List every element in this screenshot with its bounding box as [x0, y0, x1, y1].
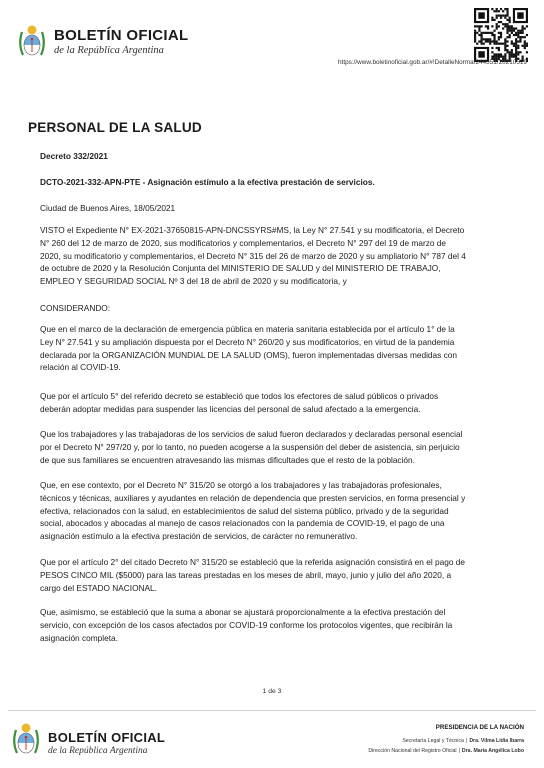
brand-subtitle: de la República Argentina	[54, 45, 164, 56]
text-line: deberán adoptar medidas para suspender las licencias del personal de salud afectado a la emergencia.	[40, 403, 421, 414]
brand-title: BOLETÍN OFICIAL	[54, 27, 189, 44]
footer-brand	[48, 731, 165, 758]
footer-credits	[368, 724, 524, 756]
credit-label: Dirección Nacional del Registro Oficial	[368, 748, 457, 754]
text-line: servicio, con excepción de los casos afectados por COVID-19 conforme los protocolos vigentes, que recibirán la	[40, 619, 453, 630]
footer-brand-subtitle: de la República Argentina	[48, 746, 148, 756]
text-line: declarada por la ORGANIZACIÓN MUNDIAL DE LA SALUD (OMS), fueron implementadas diversas medidas con	[40, 349, 457, 360]
argentina-coat-of-arms-icon	[8, 720, 44, 760]
text-line: Que por el artículo 5° del referido decreto se estableció que todos los efectores de salud públicos o privados	[40, 391, 439, 401]
text-line: PESOS CINCO MIL ($5000) para las tareas prestadas en los meses de abril, mayo, junio y julio del año 2020, a	[40, 569, 452, 580]
text-line: Ley N° 27.541 y su ampliación dispuesta por el Decreto N° 260/20 y sus modificatorios, en virtud de la pandemia	[40, 336, 455, 347]
footer-brand-title: BOLETÍN OFICIAL	[48, 730, 166, 745]
credit-name: Dra. Vilma Lidia Ibarra	[469, 738, 524, 744]
credit-line: Dirección Nacional del Registro Oficial | Dra. María Angélica Lobo	[368, 748, 524, 754]
credit-name: Dra. María Angélica Lobo	[461, 748, 524, 754]
paragraph	[40, 390, 500, 416]
paragraph	[40, 479, 500, 543]
text-line: cargo del ESTADO NACIONAL.	[40, 582, 157, 593]
text-line: asignación estímulo a la efectiva prestación de servicios, de carácter no remunerativo.	[40, 531, 358, 542]
decree-subtitle: DCTO-2021-332-APN-PTE - Asignación estímulo a la efectiva prestación de servicios.	[40, 177, 375, 187]
text-line: social, abocados y abocadas al manejo de casos relacionados con la pandemia de COVID-19, el pago de una	[40, 518, 445, 529]
text-line: Que, asimismo, se estableció que la suma a abonar se ajustará proporcionalmente a la efectiva prestación del	[40, 607, 446, 617]
qr-code-icon	[474, 8, 528, 62]
text-line: de octubre de 2020 y la Resolución Conjunta del MINISTERIO DE SALUD y del MINISTERIO DE TRABAJO,	[40, 263, 441, 274]
page-header	[0, 0, 544, 80]
document-url[interactable]: https://www.boletinoficial.gob.ar/#!DetalleNorma/244551/20210519	[338, 59, 527, 66]
text-line: EMPLEO Y SEGURIDAD SOCIAL Nº 3 del 18 de abril de 2020 y su modificatoria, y	[40, 276, 347, 287]
paragraph	[40, 323, 500, 374]
main-content	[28, 120, 518, 135]
text-line: asignación completa.	[40, 632, 118, 643]
decree-number: Decreto 332/2021	[40, 151, 108, 161]
page-number: 1 de 3	[262, 688, 282, 695]
brand	[54, 28, 189, 57]
text-line: VISTO el Expediente N° EX-2021-37650815-APN-DNCSSYRS#MS, la Ley N° 27.541 y su modificatoria, el Decreto	[40, 225, 465, 235]
text-line: por el Decreto N° 297/20 y, por lo tanto, no pueden acogerse a la suspensión del deber de asistencia, sin perjuicio	[40, 441, 460, 452]
considerando-heading: CONSIDERANDO:	[40, 303, 111, 313]
text-line: de que sus familiares se encuentren atravesando las mismas dificultades que el resto de la población.	[40, 454, 415, 465]
text-line: Que en el marco de la declaración de emergencia pública en materia sanitaria establecida por el artículo 1° de la	[40, 324, 455, 334]
text-line: N° 260 del 12 de marzo de 2020, sus modificatorios y complementarios, el Decreto N° 297 del 19 de marzo de	[40, 237, 447, 248]
text-line: relación al COVID-19.	[40, 362, 121, 373]
credit-line: Secretaría Legal y Técnica | Dra. Vilma Lidia Ibarra	[402, 738, 524, 744]
visto-paragraph	[40, 224, 500, 288]
argentina-coat-of-arms-icon	[14, 22, 50, 62]
paragraph	[40, 556, 500, 594]
text-line: técnicos y técnicas, auxiliares y ayudantes en relación de dependencia que presten servicios, en forma presencial y	[40, 492, 466, 503]
presidencia-label: PRESIDENCIA DE LA NACIÓN	[435, 724, 524, 731]
footer-divider	[8, 710, 536, 711]
text-line: efectiva, relacionados con la salud, en establecimientos de salud del sistema público, privado y de la seguridad	[40, 505, 449, 516]
text-line: Que, en ese contexto, por el Decreto N° 315/20 se otorgó a los trabajadores y las trabajadoras profesionales,	[40, 480, 442, 490]
paragraph	[40, 428, 500, 466]
text-line: 2020, su modificatorio y complementarios, el Decreto N° 315 del 26 de marzo de 2020 y su ampliatorio N° 787 del 4	[40, 250, 466, 261]
section-title: PERSONAL DE LA SALUD	[28, 120, 202, 135]
credit-label: Secretaría Legal y Técnica	[402, 738, 464, 744]
text-line: Que los trabajadores y las trabajadoras de los servicios de salud fueron declarados y declaradas personal esencial	[40, 429, 463, 439]
place-date: Ciudad de Buenos Aires, 18/05/2021	[40, 203, 176, 213]
text-line: Que por el artículo 2° del citado Decreto N° 315/20 se estableció que la referida asignación consistirá en el pago de	[40, 557, 465, 567]
paragraph	[40, 606, 500, 644]
